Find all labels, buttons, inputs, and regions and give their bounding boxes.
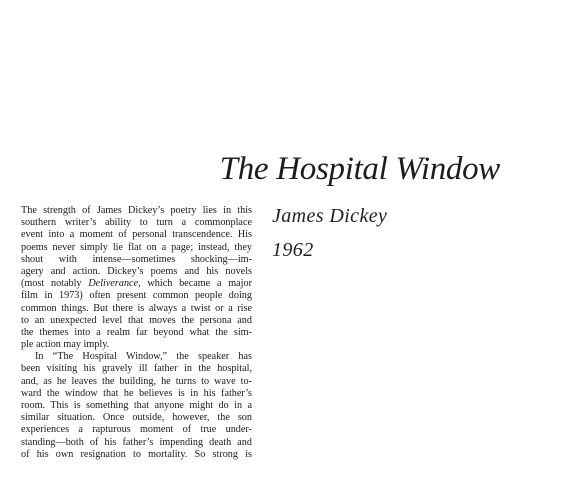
body-line: common things. But there is always a twist or a rise	[21, 302, 252, 314]
body-line: standing—both of his father’s impending death and	[21, 436, 252, 448]
body-line: shout with intense—sometimes shocking—im-	[21, 253, 252, 265]
body-line-segment: (most notably	[21, 278, 89, 290]
body-line	[21, 278, 252, 290]
body-line: film in 1973) often present common people doing	[21, 290, 252, 302]
body-line: and, as he leaves the building, he turns to wave to-	[21, 375, 252, 387]
author-name: James Dickey	[272, 205, 388, 227]
body-line-segment: which became a major	[140, 278, 252, 290]
body-line: to an unexpected level that moves the persona and	[21, 314, 252, 326]
body-line: southern writer’s ability to turn a commonplace	[21, 217, 252, 229]
body-text-column	[21, 205, 252, 480]
body-line: The strength of James Dickey’s poetry lies in this	[21, 205, 252, 216]
body-line: agery and action. Dickey’s poems and his novels	[21, 265, 252, 277]
body-line: of his own resignation to mortality. So strong is	[21, 448, 252, 460]
body-line: the themes into a realm far beyond what the sim-	[21, 326, 252, 338]
body-line: similar situation. Once outside, however, the son	[21, 412, 252, 424]
body-line: poems never simply lie flat on a page; instead, they	[21, 241, 252, 253]
body-line: experiences a rapturous moment of true under-	[21, 424, 252, 436]
page-title: The Hospital Window	[219, 151, 500, 187]
book-title-deliverance: Deliverance,	[88, 278, 141, 290]
body-line: ward the window that he believes is in his father’s	[21, 387, 252, 399]
body-line: event into a moment of personal transcendence. His	[21, 229, 252, 241]
body-line: room. This is something that anyone might do in a	[21, 400, 252, 411]
publication-year: 1962	[272, 239, 314, 261]
body-line: In “The Hospital Window,” the speaker has	[35, 351, 252, 363]
body-line: been visiting his gravely ill father in the hospital,	[21, 363, 252, 375]
body-line: ple action may imply.	[21, 339, 110, 351]
